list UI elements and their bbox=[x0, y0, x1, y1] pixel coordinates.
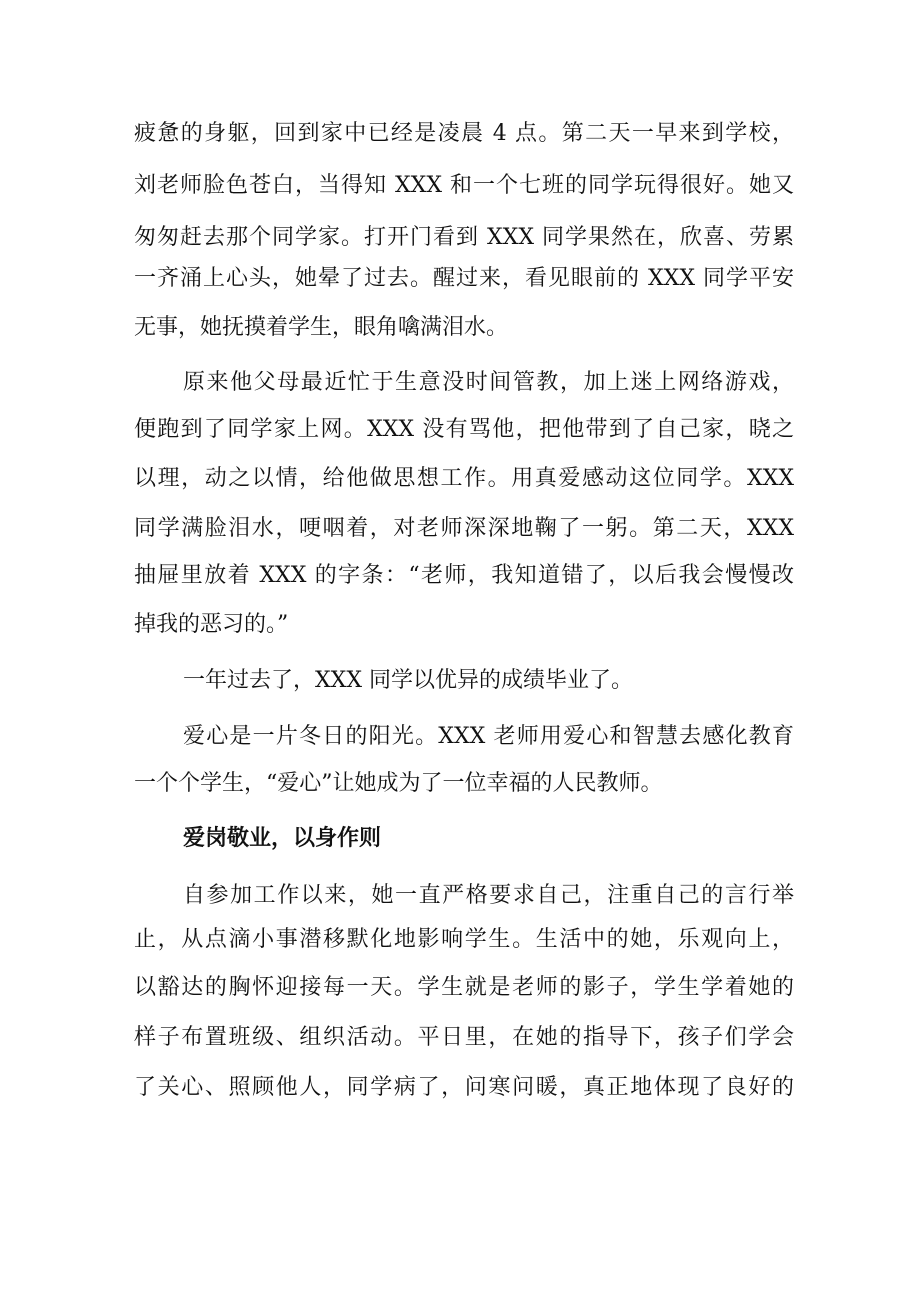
paragraph-line: 了关心、照顾他人，同学病了，问寒问暖，真正地体现了良好的 bbox=[134, 1075, 794, 1100]
paragraph-line: 抽屉里放着 XXX 的字条：“老师，我知道错了，以后我会慢慢改 bbox=[134, 563, 794, 588]
paragraph-line: 一个个学生，“爱心”让她成为了一位幸福的人民教师。 bbox=[134, 771, 663, 796]
paragraph-line: 原来他父母最近忙于生意没时间管教，加上迷上网络游戏， bbox=[183, 370, 794, 395]
section-heading: 爱岗敬业，以身作则 bbox=[183, 825, 382, 851]
paragraph-line: 一年过去了，XXX 同学以优异的成绩毕业了。 bbox=[183, 668, 633, 693]
paragraph-line: 样子布置班级、组织活动。平日里，在她的指导下，孩子们学会 bbox=[134, 1025, 794, 1050]
paragraph-line: 爱心是一片冬日的阳光。XXX 老师用爱心和智慧去感化教育 bbox=[183, 724, 794, 749]
paragraph-line: 掉我的恶习的。” bbox=[134, 612, 289, 637]
paragraph-line: 以豁达的胸怀迎接每一天。学生就是老师的影子，学生学着她的 bbox=[134, 975, 794, 1000]
paragraph-line: 便跑到了同学家上网。XXX 没有骂他，把他带到了自己家，晓之 bbox=[134, 417, 794, 442]
paragraph-line: 疲惫的身躯，回到家中已经是凌晨 4 点。第二天一早来到学校， bbox=[134, 121, 794, 146]
paragraph-line: 止，从点滴小事潜移默化地影响学生。生活中的她，乐观向上， bbox=[134, 927, 794, 952]
paragraph-line: 无事，她抚摸着学生，眼角噙满泪水。 bbox=[134, 315, 509, 340]
paragraph-line: 一齐涌上心头，她晕了过去。醒过来，看见眼前的 XXX 同学平安 bbox=[134, 266, 794, 291]
paragraph-line: 同学满脸泪水，哽咽着，对老师深深地鞠了一躬。第二天，XXX bbox=[134, 516, 794, 541]
paragraph-line: 自参加工作以来，她一直严格要求自己，注重自己的言行举 bbox=[183, 883, 794, 908]
paragraph-line: 刘老师脸色苍白，当得知 XXX 和一个七班的同学玩得很好。她又 bbox=[134, 173, 794, 198]
paragraph-line: 匆匆赶去那个同学家。打开门看到 XXX 同学果然在，欣喜、劳累 bbox=[134, 225, 794, 250]
paragraph-line: 以理，动之以情，给他做思想工作。用真爱感动这位同学。XXX bbox=[134, 466, 794, 491]
